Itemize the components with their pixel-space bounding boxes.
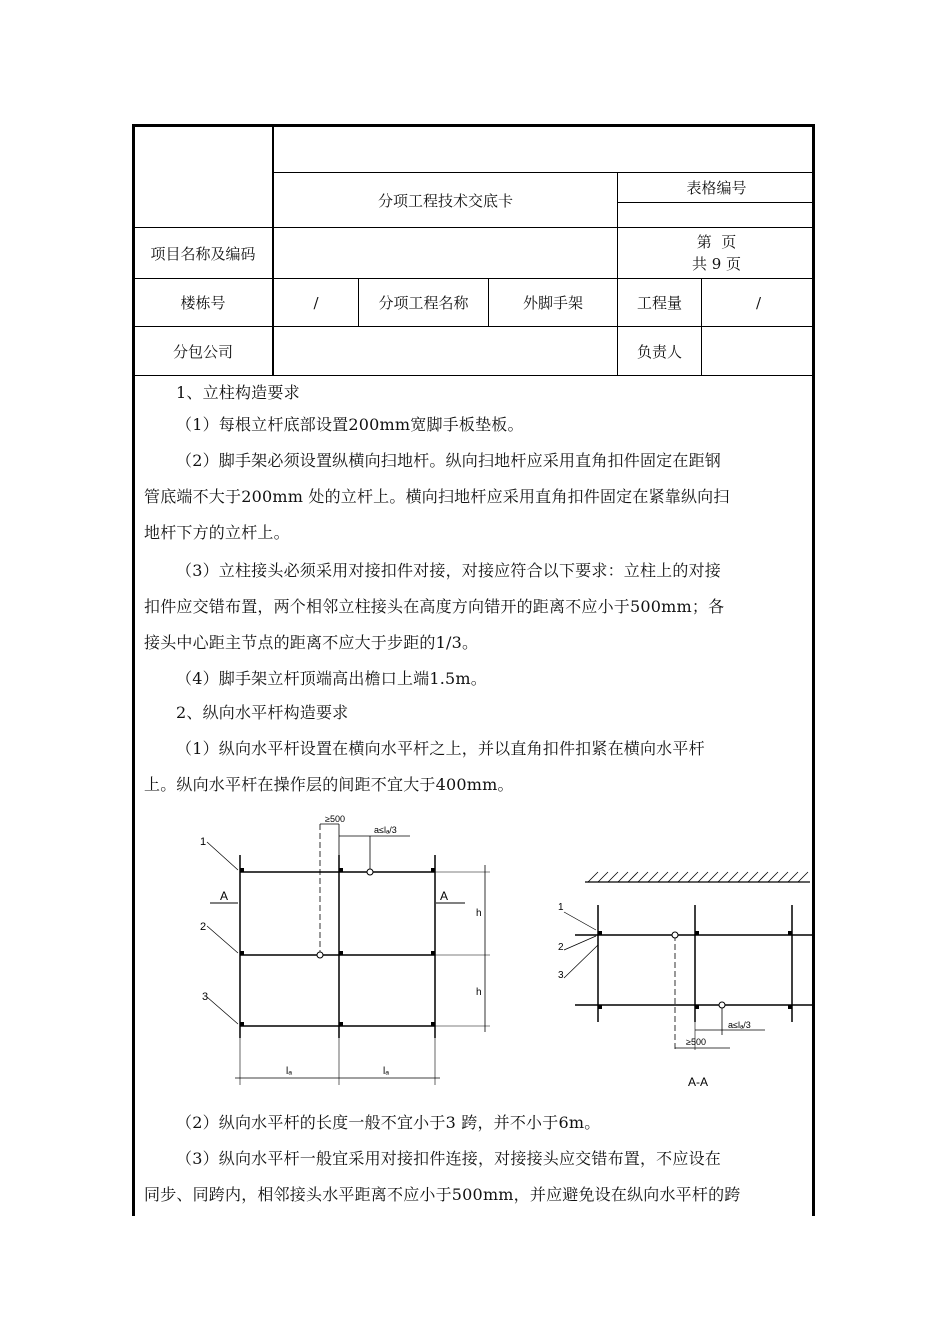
dim-a: a≤lₐ/3 <box>374 825 397 835</box>
section-callout-2: 2 <box>558 942 564 953</box>
section-dim-500: ≥500 <box>686 1037 706 1047</box>
callout-3: 3 <box>202 991 209 1003</box>
total-pages: 共 9 页 <box>691 255 742 273</box>
project-label: 项目名称及编码 <box>150 244 256 263</box>
paragraph: （1）每根立杆底部设置200mm宽脚手板垫板。 <box>176 415 524 434</box>
section-callout-3: 3 <box>558 970 564 981</box>
section-callout-1: 1 <box>558 902 564 913</box>
dim-h2: h <box>476 987 482 998</box>
project-value[interactable] <box>274 228 617 278</box>
subcontractor-label: 分包公司 <box>172 342 233 361</box>
page-indicator <box>618 228 815 278</box>
scaffold-section-diagram <box>550 870 815 1095</box>
paragraph: 地杆下方的立杆上。 <box>144 523 290 542</box>
paragraph: （1）纵向水平杆设置在横向水平杆之上，并以直角扣件扣紧在横向水平杆 <box>176 739 705 758</box>
page-label: 第 页 <box>696 233 737 251</box>
doc-title: 分项工程技术交底卡 <box>377 191 513 210</box>
paragraph: 接头中心距主节点的距离不应大于步距的1/3。 <box>144 633 479 652</box>
section-2-title: 2、纵向水平杆构造要求 <box>176 703 349 722</box>
paragraph: （3）纵向水平杆一般宜采用对接扣件连接，对接接头应交错布置，不应设在 <box>176 1149 721 1168</box>
dim-la2: lₐ <box>383 1066 389 1077</box>
subcontractor-value[interactable] <box>274 327 617 375</box>
section-caption: A-A <box>688 1075 709 1089</box>
paragraph: （4）脚手架立杆顶端高出檐口上端1.5m。 <box>176 669 487 688</box>
paragraph: 上。纵向水平杆在操作层的间距不宜大于400mm。 <box>144 775 514 794</box>
sub-name-value: 外脚手架 <box>522 294 583 312</box>
paragraph: （2）脚手架必须设置纵横向扫地杆。纵向扫地杆应采用直角扣件固定在距钢 <box>176 451 721 470</box>
quantity-value: / <box>755 293 762 312</box>
section-mark-right: A <box>440 889 449 903</box>
responsible-value[interactable] <box>702 327 815 375</box>
paragraph: 扣件应交错布置，两个相邻立柱接头在高度方向错开的距离不应小于500mm；各 <box>144 597 725 616</box>
building-value: / <box>313 293 319 312</box>
sub-name-label: 分项工程名称 <box>378 294 469 312</box>
paragraph: （2）纵向水平杆的长度一般不宜小于3 跨，并不小于6m。 <box>176 1113 601 1132</box>
paragraph: 同步、同跨内，相邻接头水平距离不应小于500mm，并应避免设在纵向水平杆的跨 <box>144 1185 741 1204</box>
scaffold-elevation-diagram <box>180 810 510 1100</box>
callout-2: 2 <box>200 921 207 933</box>
paragraph: 管底端不大于200mm 处的立杆上。横向扫地杆应采用直角扣件固定在紧靠纵向扫 <box>144 487 730 506</box>
building-label: 楼栋号 <box>180 294 226 312</box>
section-1-title: 1、立柱构造要求 <box>176 383 300 402</box>
paragraph: （3）立柱接头必须采用对接扣件对接，对接应符合以下要求：立柱上的对接 <box>176 561 721 580</box>
dim-la1: lₐ <box>286 1066 292 1077</box>
responsible-label: 负责人 <box>636 342 682 361</box>
form-no-label: 表格编号 <box>686 179 747 197</box>
section-dim-a: a≤lₐ/3 <box>728 1020 751 1030</box>
quantity-label: 工程量 <box>636 294 682 312</box>
section-mark-left: A <box>220 889 229 903</box>
dim-h1: h <box>476 908 482 919</box>
form-no-value[interactable] <box>618 203 815 227</box>
dim-500: ≥500 <box>325 814 345 824</box>
callout-1: 1 <box>200 836 207 848</box>
